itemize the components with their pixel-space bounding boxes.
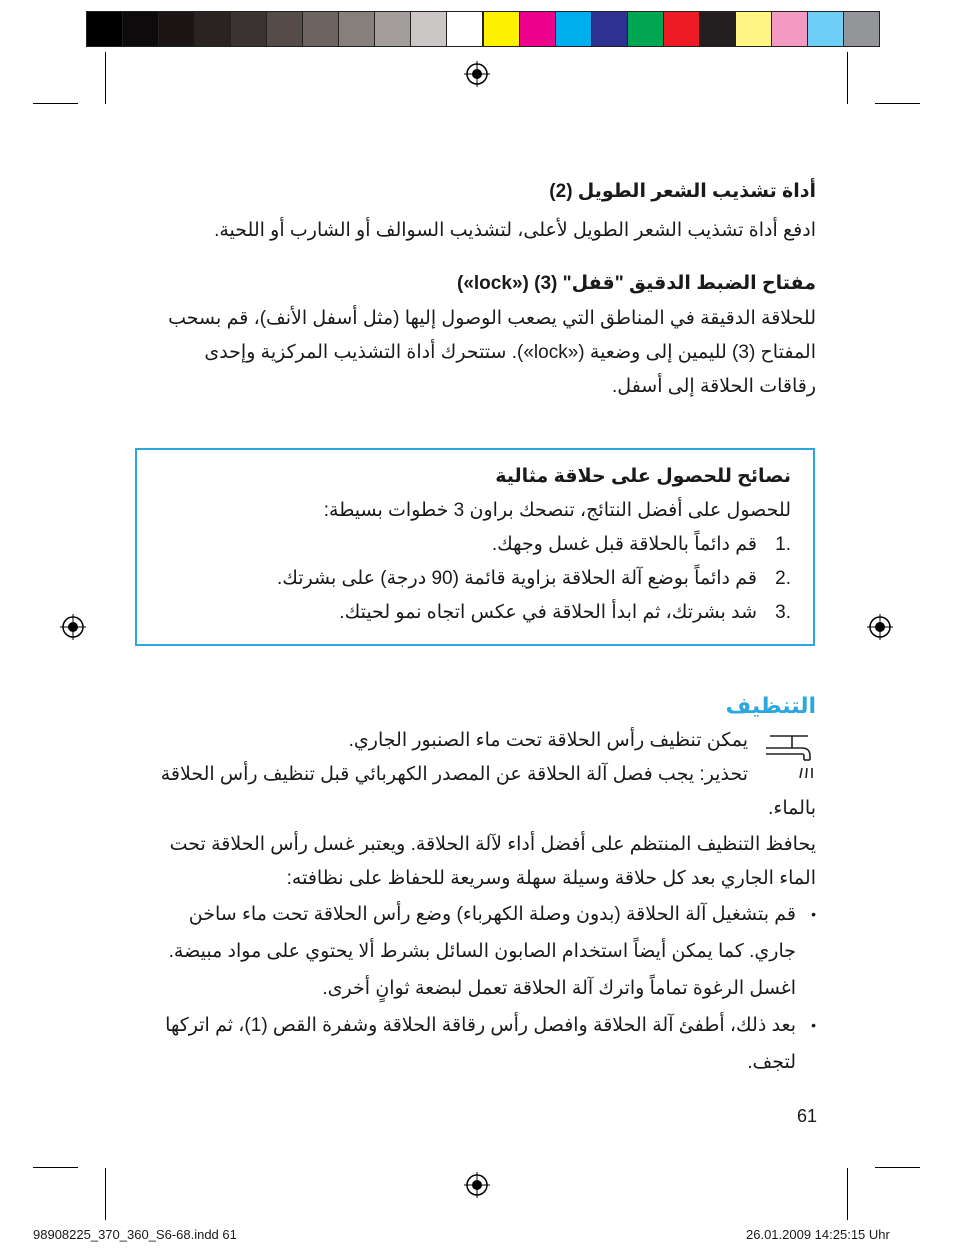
paragraph-line: للحلاقة الدقيقة في المناطق التي يصعب الوصول إليها (مثل أسفل الأنف)، قم بسحب	[168, 308, 816, 329]
crop-mark	[847, 1168, 848, 1220]
list-line: قم بتشغيل آلة الحلاقة (بدون وصلة الكهرباء) وضع رأس الحلاقة تحت ماء ساخن	[188, 904, 796, 925]
list-item	[136, 1007, 816, 1081]
color-swatch	[736, 11, 772, 47]
tips-list	[151, 528, 791, 630]
color-swatch	[267, 11, 303, 47]
list-text: قم دائماً بالحلاقة قبل غسل وجهك.	[491, 534, 757, 555]
long-hair-trimmer-section	[136, 176, 816, 248]
cleaning-section	[136, 688, 816, 1081]
footer-file: 98908225_370_360_S6-68.indd 61	[33, 1227, 237, 1242]
registration-mark-icon	[464, 1172, 490, 1198]
paragraph-line: يحافظ التنظيف المنتظم على أفضل أداء لآلة الحلاقة. ويعتبر غسل رأس الحلاقة تحت	[169, 834, 816, 855]
list-number: 3.	[775, 602, 791, 623]
list-number: 1.	[775, 534, 791, 555]
color-swatch	[592, 11, 628, 47]
color-swatch	[375, 11, 411, 47]
color-swatch	[772, 11, 808, 47]
paragraph-line: الماء الجاري بعد كل حلاقة وسيلة سهلة وسريعة للحفاظ على نظافته:	[286, 868, 816, 889]
crop-mark	[875, 1167, 920, 1168]
color-swatch	[339, 11, 375, 47]
gray-swatch-bar	[86, 11, 483, 47]
color-swatch	[556, 11, 592, 47]
list-item	[136, 896, 816, 1007]
lock-switch-section	[136, 268, 816, 404]
bullet-icon: •	[811, 906, 816, 922]
list-item	[151, 562, 791, 596]
list-item	[151, 528, 791, 562]
crop-mark	[33, 103, 78, 104]
list-text: قم دائماً بوضع آلة الحلاقة بزاوية قائمة (90 درجة) على بشرتك.	[276, 568, 757, 589]
tips-box	[135, 448, 815, 646]
color-swatch	[411, 11, 447, 47]
color-swatch	[700, 11, 736, 47]
registration-mark-icon	[464, 61, 490, 87]
crop-mark	[847, 52, 848, 104]
crop-mark	[33, 1167, 78, 1168]
registration-mark-icon	[60, 614, 86, 640]
list-line: بعد ذلك، أطفئ آلة الحلاقة وافصل رأس رقاقة الحلاقة وشفرة القص (1)، ثم اتركها	[165, 1015, 796, 1036]
list-number: 2.	[775, 568, 791, 589]
color-swatch	[303, 11, 339, 47]
color-swatch	[86, 11, 123, 47]
bullet-icon: •	[811, 1017, 816, 1033]
list-line: جاري. كما يمكن أيضاً استخدام الصابون السائل بشرط ألا يحتوي على مواد مبيضة.	[168, 941, 796, 962]
tips-heading: نصائح للحصول على حلاقة مثالية	[495, 466, 791, 487]
footer-timestamp: 26.01.2009 14:25:15 Uhr	[746, 1227, 890, 1242]
color-swatch	[159, 11, 195, 47]
registration-mark-icon	[867, 614, 893, 640]
color-swatch	[808, 11, 844, 47]
list-line: لتجف.	[747, 1052, 796, 1073]
warning-line: بالماء.	[768, 798, 816, 819]
tips-intro: للحصول على أفضل النتائج، تنصحك براون 3 خطوات بسيطة:	[323, 500, 791, 521]
warning-line: تحذير: يجب فصل آلة الحلاقة عن المصدر الكهربائي قبل تنظيف رأس الحلاقة	[160, 764, 748, 785]
color-swatch	[844, 11, 880, 47]
color-swatch	[447, 11, 483, 47]
color-swatch	[628, 11, 664, 47]
crop-mark	[105, 52, 106, 104]
tap-note-block	[136, 724, 816, 826]
color-swatch	[123, 11, 159, 47]
paragraph-line: المفتاح (3) لليمين إلى وضعية («lock»). ستتحرك أداة التشذيب المركزية وإحدى	[204, 342, 816, 363]
section-heading: مفتاح الضبط الدقيق "قفل" (3) («lock»)	[457, 273, 816, 294]
tap-note: يمكن تنظيف رأس الحلاقة تحت ماء الصنبور الجاري.	[348, 730, 748, 751]
paragraph: ادفع أداة تشذيب الشعر الطويل لأعلى، لتشذيب السوالف أو الشارب أو اللحية.	[214, 220, 816, 241]
list-item	[151, 596, 791, 630]
color-swatch	[195, 11, 231, 47]
color-swatch	[483, 11, 520, 47]
cleaning-steps	[136, 896, 816, 1081]
color-swatch	[664, 11, 700, 47]
list-text: شد بشرتك، ثم ابدأ الحلاقة في عكس اتجاه نمو لحيتك.	[339, 602, 757, 623]
color-swatch-bar	[483, 11, 880, 47]
crop-mark	[875, 103, 920, 104]
section-heading: أداة تشذيب الشعر الطويل (2)	[549, 181, 816, 202]
color-swatch	[231, 11, 267, 47]
water-tap-icon	[758, 730, 816, 784]
page-number: 61	[797, 1106, 818, 1126]
crop-mark	[105, 1168, 106, 1220]
list-line: اغسل الرغوة تماماً واترك آلة الحلاقة تعمل لبضعة ثوانٍ أخرى.	[322, 978, 796, 999]
section-title: التنظيف	[725, 693, 816, 718]
paragraph-line: رقاقات الحلاقة إلى أسفل.	[612, 376, 816, 397]
color-swatch	[520, 11, 556, 47]
